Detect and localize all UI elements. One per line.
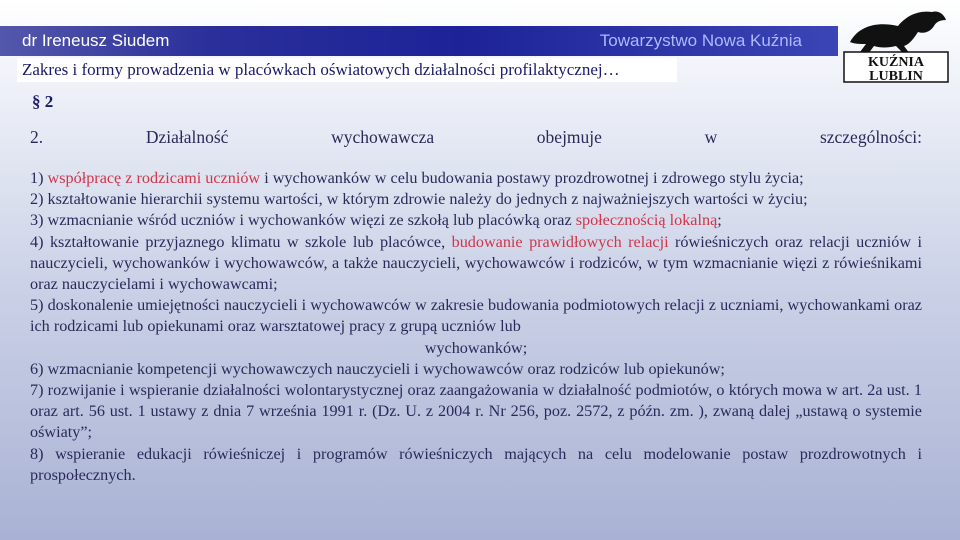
section-heading: § 2 bbox=[32, 92, 54, 111]
horse-icon bbox=[850, 11, 946, 54]
list-item-4: 4) kształtowanie przyjaznego klimatu w szkole lub placówce, budowanie prawidłowych relacji rówieśniczych oraz relacji uczniów i nauczycieli, wychowanków i wychowawców, a także nauczycieli, wychowawców i rodziców, w tym wzmacnianie więzi z rówieśnikami oraz nauczycielami i wychowawcami; bbox=[30, 232, 922, 294]
lead-paragraph: 2. Działalność wychowawcza obejmuje w szczególności: bbox=[30, 127, 922, 147]
list-item-8: 8) wspieranie edukacji rówieśniczej i programów rówieśniczych mających na celu modelowanie postaw prozdrowotnych i prospołecznych. bbox=[30, 444, 922, 484]
highlight-text: społecznością lokalną bbox=[575, 211, 718, 230]
list-item-7: 7) rozwijanie i wspieranie działalności wolontarystycznej oraz zaangażowania w działalność podmiotów, o których mowa w art. 2a ust. 1 oraz art. 56 ust. 1 ustawy z dnia 7 września 1991 r. (Dz. U. z 2004 r. Nr 256, poz. 2572, z późn. zm. ), zwaną dalej „ustawą o systemie oświaty”; bbox=[30, 381, 922, 442]
list-item-6: 6) wzmacnianie kompetencji wychowawczych nauczycieli i wychowawców oraz rodziców lub opiekunów; bbox=[30, 359, 725, 378]
kuznia-lublin-logo bbox=[840, 2, 952, 84]
logo-text-lublin: LUBLIN bbox=[869, 69, 923, 84]
highlight-text: współpracę z rodzicami uczniów bbox=[47, 169, 261, 187]
slide-subtitle: Zakres i formy prowadzenia w placówkach oświatowych działalności profilaktycznej… bbox=[22, 60, 620, 79]
logo-text-kuznia: KUŹNIA bbox=[867, 55, 925, 70]
author-name: dr Ireneusz Siudem bbox=[22, 31, 170, 50]
organization-name: Towarzystwo Nowa Kuźnia bbox=[599, 31, 802, 50]
list-item-1: 1) współpracę z rodzicami uczniów i wychowanków w celu budowania postawy prozdrowotnej i zdrowego stylu życia; bbox=[30, 169, 804, 187]
document-body bbox=[30, 124, 922, 486]
list-item-5: 5) doskonalenie umiejętności nauczycieli i wychowawców w zakresie budowania podmiotowych relacji z uczniami, wychowankami oraz ich rodzicami lub opiekunami oraz warsztatowej pracy z grupą uczniów lub bbox=[30, 296, 922, 336]
list-item-2: 2) kształtowanie hierarchii systemu wartości, w którym zdrowie należy do jednych z najważniejszych wartości w życiu; bbox=[30, 190, 808, 209]
highlight-text: budowanie prawidłowych relacji bbox=[451, 232, 669, 251]
list-item-3: 3) wzmacnianie wśród uczniów i wychowanków więzi ze szkołą lub placówką oraz społecznością lokalną; bbox=[30, 211, 722, 230]
list-item-5-end: wychowanków; bbox=[424, 338, 528, 357]
